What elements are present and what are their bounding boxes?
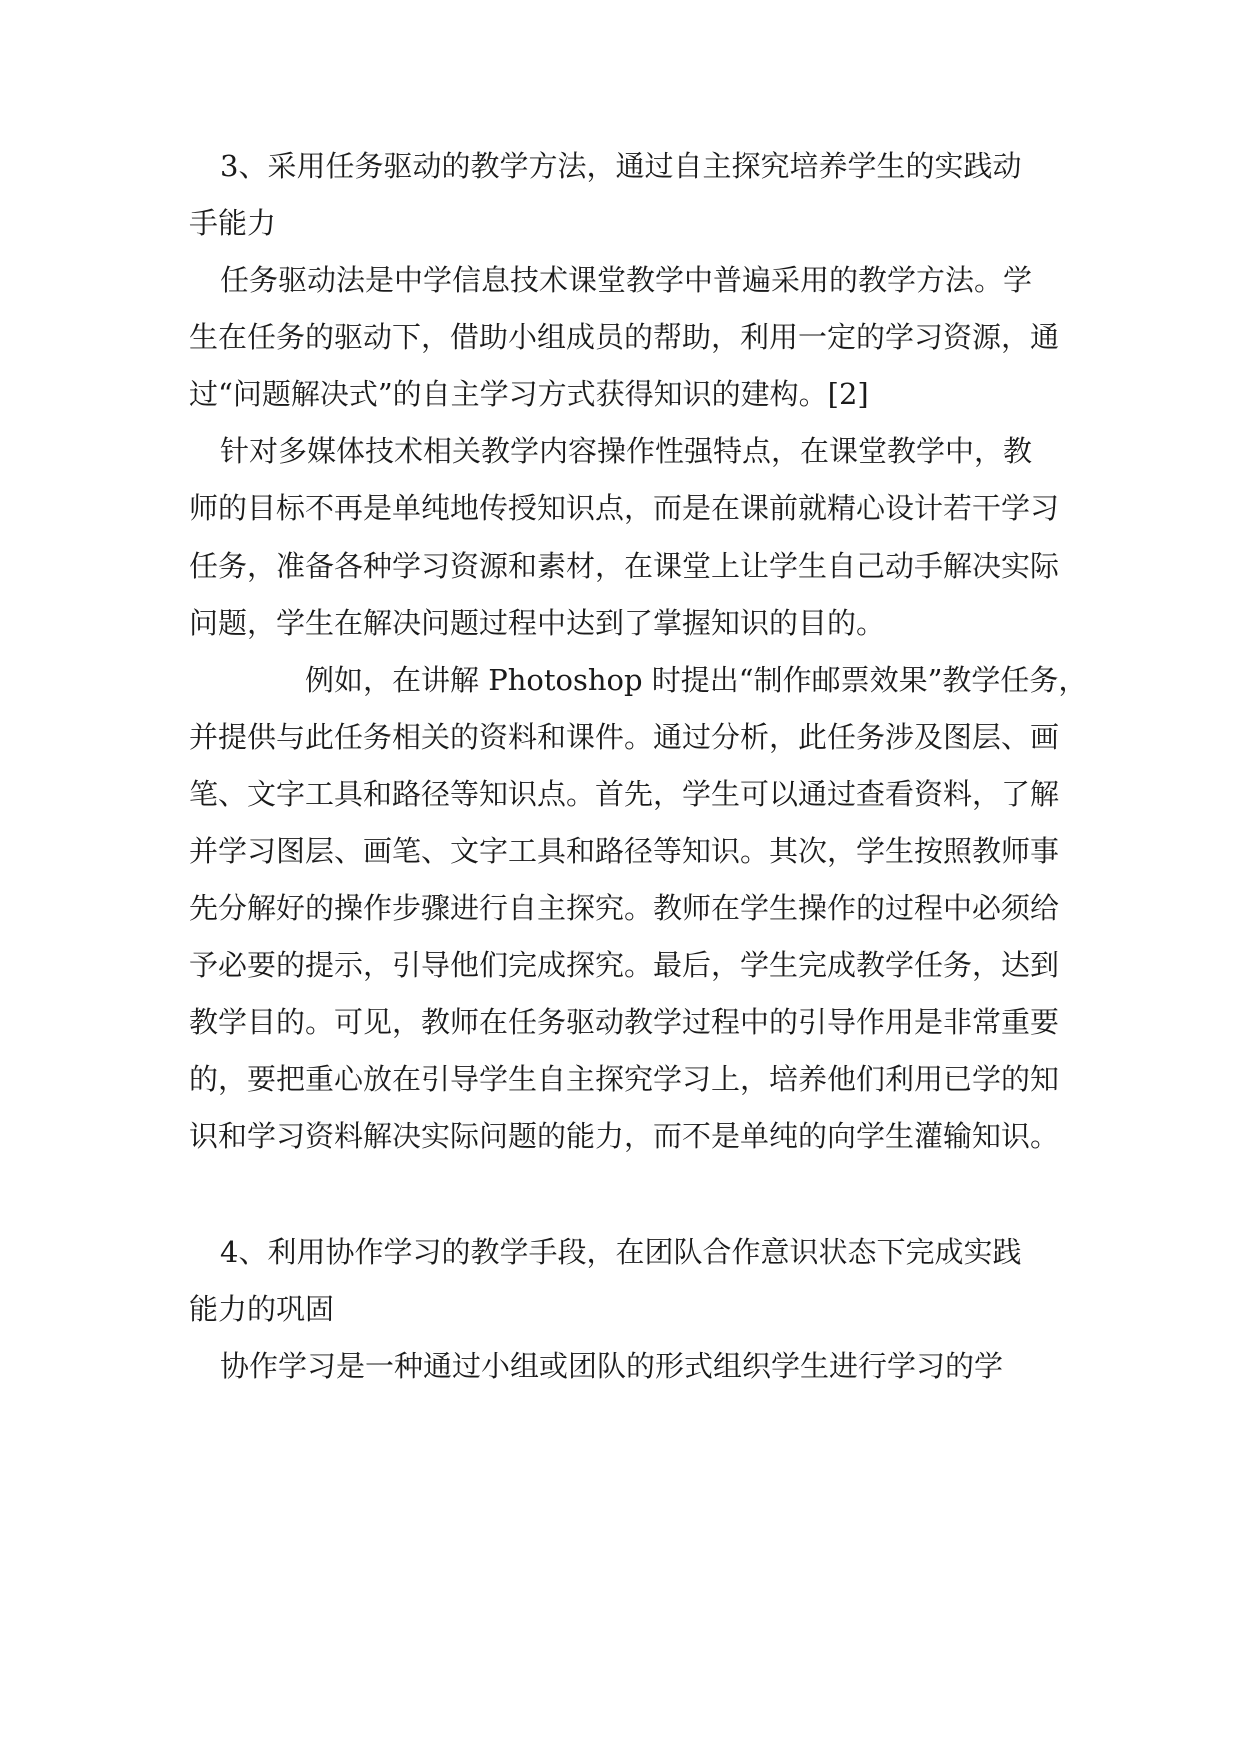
paragraph-3-line-2: 并提供与此任务相关的资料和课件。通过分析，此任务涉及图层、画 [189, 720, 1060, 754]
heading-3-line-2: 手能力 [189, 206, 277, 240]
paragraph-3-line-3: 笔、文字工具和路径等知识点。首先，学生可以通过查看资料，了解 [189, 777, 1060, 811]
paragraph-3-line-1: 例如，在讲解 Photoshop 时提出“制作邮票效果”教学任务， [305, 663, 1088, 697]
paragraph-4-line-1: 协作学习是一种通过小组或团队的形式组织学生进行学习的学 [220, 1349, 1004, 1383]
paragraph-1-line-1: 任务驱动法是中学信息技术课堂教学中普遍采用的教学方法。学 [220, 263, 1033, 297]
paragraph-2-line-4: 问题，学生在解决问题过程中达到了掌握知识的目的。 [189, 606, 886, 640]
paragraph-3-line-9: 识和学习资料解决实际问题的能力，而不是单纯的向学生灌输知识。 [189, 1119, 1060, 1153]
paragraph-3-line-7: 教学目的。可见，教师在任务驱动教学过程中的引导作用是非常重要 [189, 1005, 1060, 1039]
paragraph-3-line-4: 并学习图层、画笔、文字工具和路径等知识。其次，学生按照教师事 [189, 834, 1060, 868]
paragraph-1-line-2: 生在任务的驱动下，借助小组成员的帮助，利用一定的学习资源，通 [189, 320, 1060, 354]
heading-3-line-1: 3、采用任务驱动的教学方法，通过自主探究培养学生的实践动 [220, 149, 1022, 183]
paragraph-1-line-3: 过“问题解决式”的自主学习方式获得知识的建构。[2] [189, 377, 869, 411]
paragraph-2-line-2: 师的目标不再是单纯地传授知识点，而是在课前就精心设计若干学习 [189, 491, 1060, 525]
heading-4-line-1: 4、利用协作学习的教学手段，在团队合作意识状态下完成实践 [220, 1235, 1022, 1269]
paragraph-2-line-3: 任务，准备各种学习资源和素材，在课堂上让学生自己动手解决实际 [189, 549, 1060, 583]
paragraph-3-line-8: 的，要把重心放在引导学生自主探究学习上，培养他们利用已学的知 [189, 1062, 1060, 1096]
heading-4-line-2: 能力的巩固 [189, 1292, 335, 1326]
paragraph-3-line-5: 先分解好的操作步骤进行自主探究。教师在学生操作的过程中必须给 [189, 891, 1060, 925]
paragraph-2-line-1: 针对多媒体技术相关教学内容操作性强特点，在课堂教学中，教 [220, 434, 1033, 468]
paragraph-3-line-6: 予必要的提示，引导他们完成探究。最后，学生完成教学任务，达到 [189, 948, 1060, 982]
